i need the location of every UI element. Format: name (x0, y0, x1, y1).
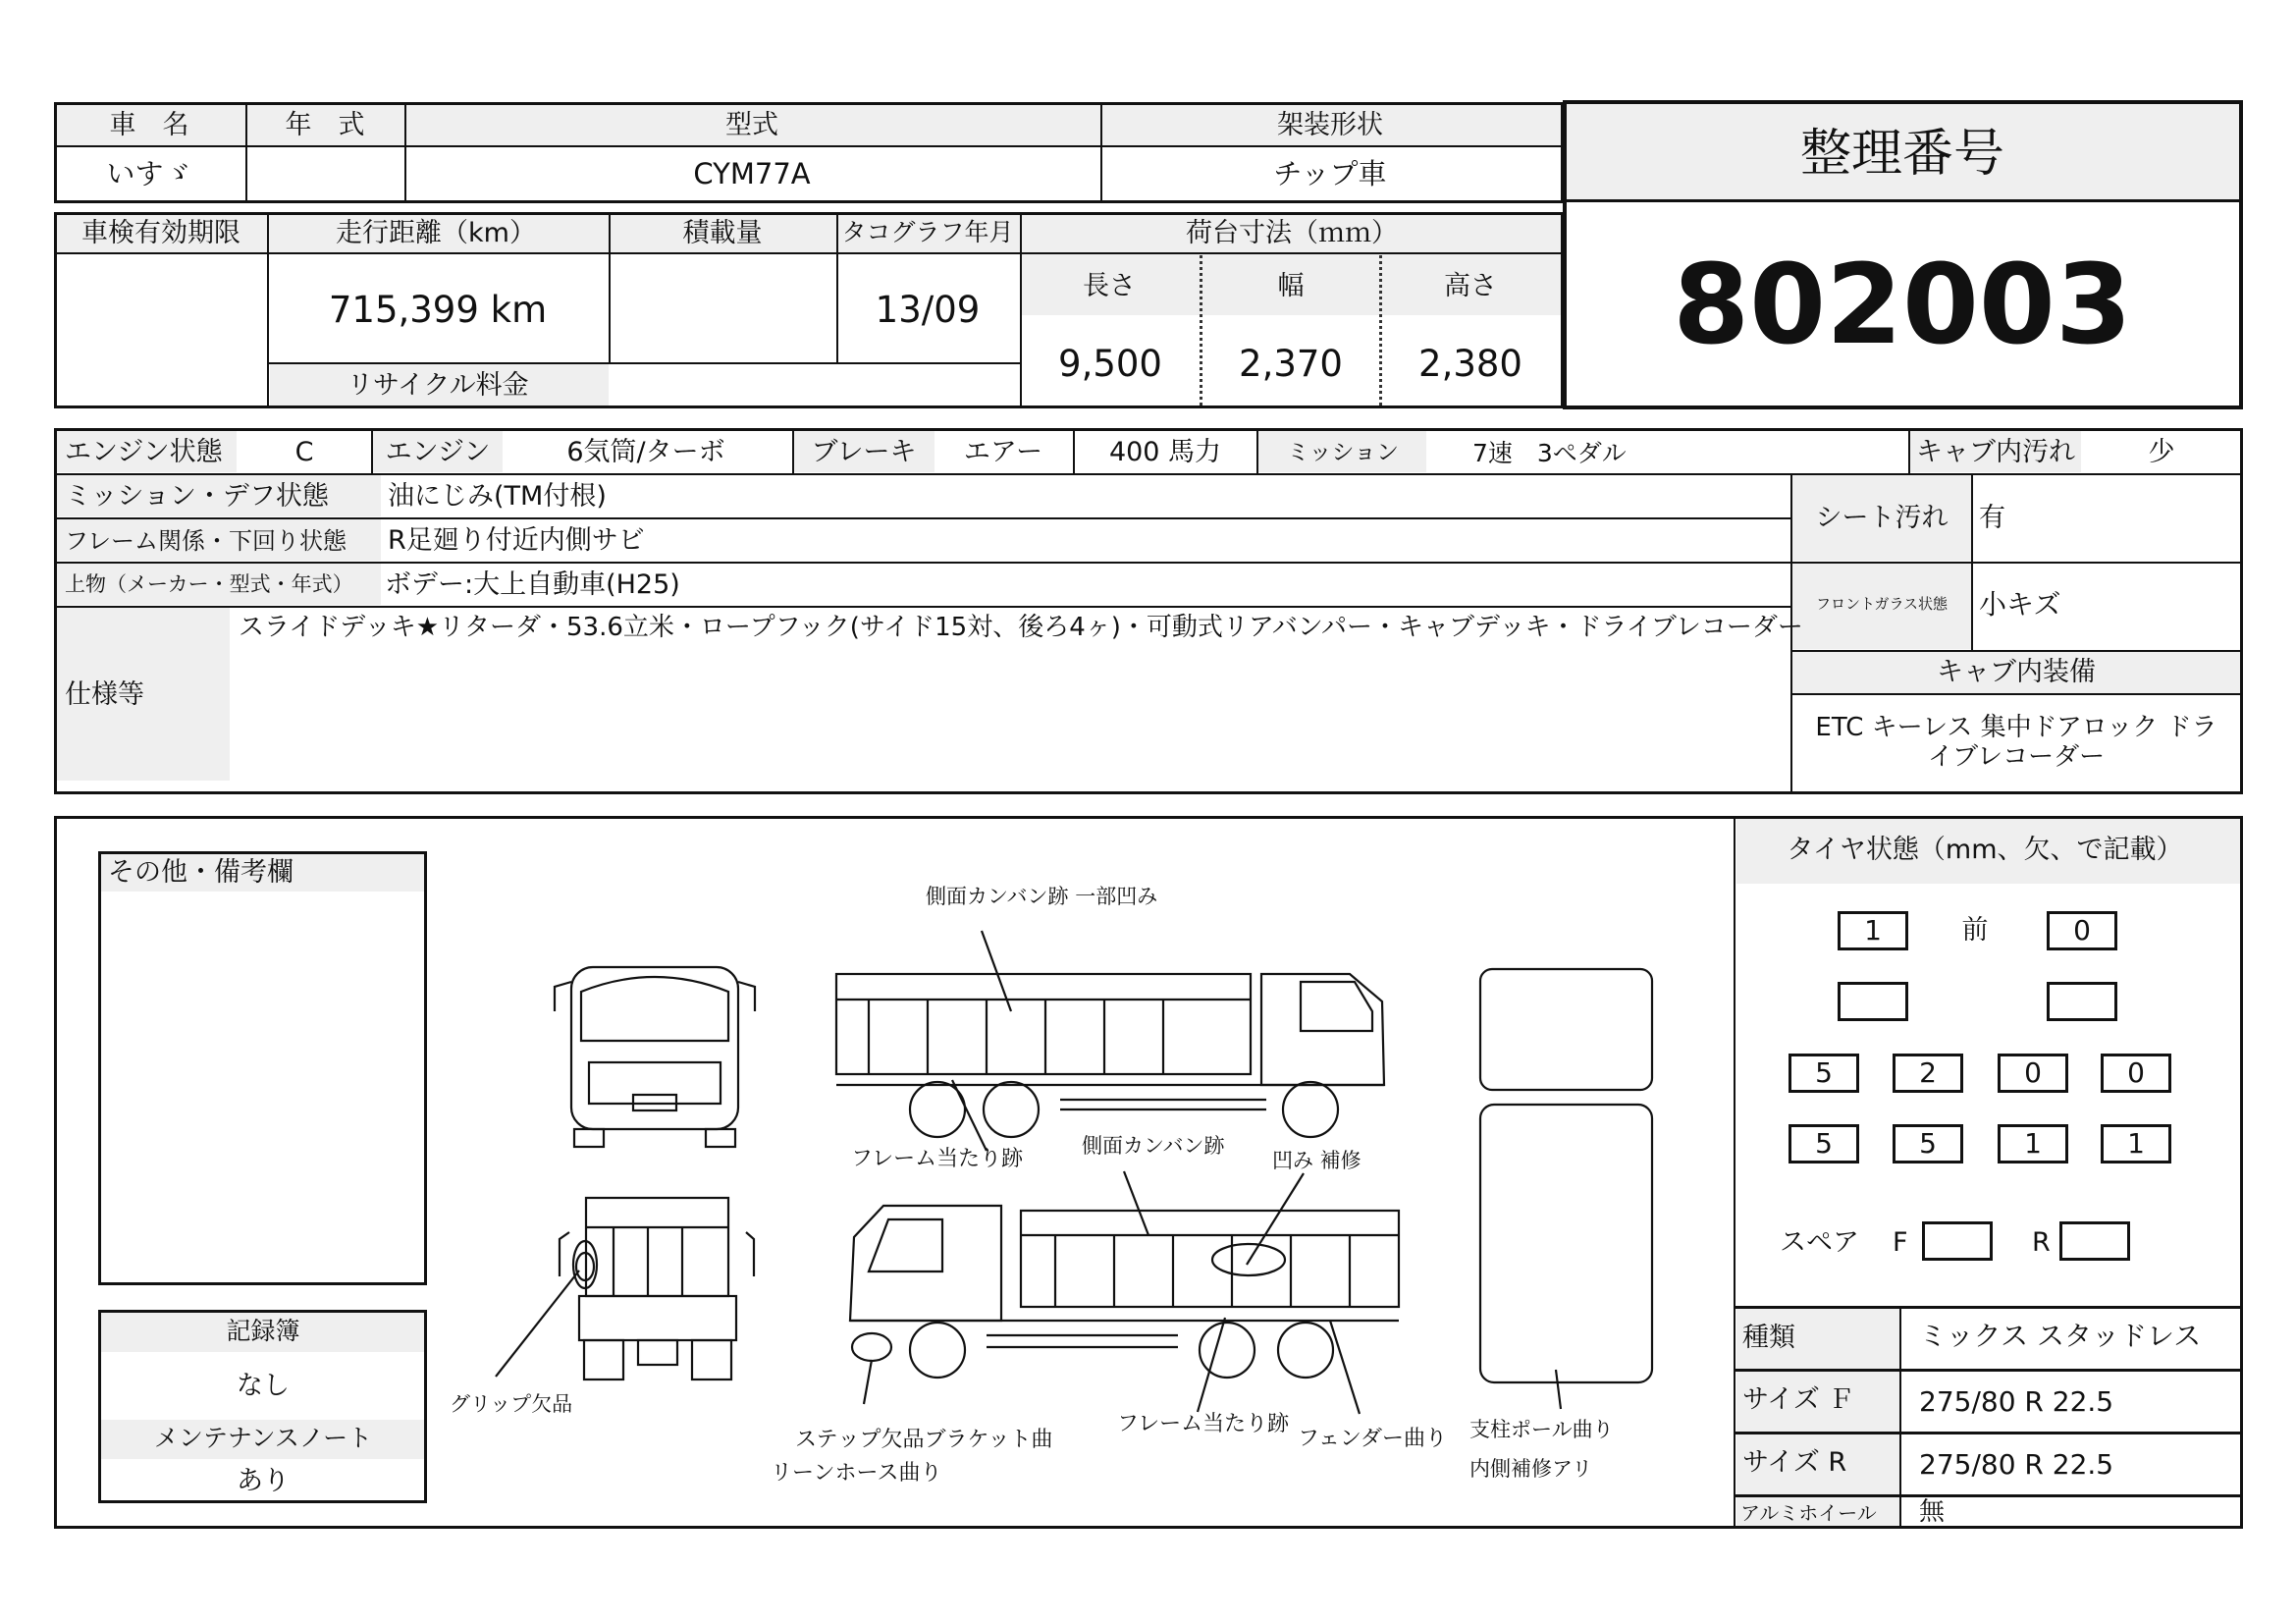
year-label: 年 式 (285, 110, 365, 140)
spare-r-label: R (2032, 1227, 2051, 1258)
tire-size-r-value: 275/80 R 22.5 (1919, 1448, 2114, 1481)
frame-value: R足廻り付近内側サビ (388, 525, 645, 556)
tire-front2-left (1838, 982, 1908, 1021)
tire-front-left: 1 (1838, 911, 1908, 950)
annotation-hose-bent: リーンホース曲り (771, 1461, 942, 1486)
seat-dirt-value: 有 (1979, 503, 2005, 533)
power-value: 400 馬力 (1108, 437, 1222, 467)
model-label: 型式 (725, 110, 778, 140)
cab-dirt-value: 少 (2148, 437, 2175, 467)
frame-label: フレーム関係・下回り状態 (65, 527, 347, 555)
spare-label: スペア (1780, 1227, 1859, 1258)
model-value: CYM77A (693, 157, 811, 190)
annotation-side-sign: 側面カンバン跡 (1082, 1134, 1225, 1158)
annotation-inner-repair: 内側補修アリ (1469, 1457, 1593, 1481)
spare-r-box (2059, 1221, 2130, 1261)
tire-rear1-1: 5 (1789, 1054, 1859, 1093)
engine-label: エンジン (385, 437, 491, 467)
ref-number: 802003 (1673, 242, 2132, 369)
tire-front-label: 前 (1961, 915, 1989, 946)
remarks-label: その他・備考欄 (108, 857, 294, 888)
width-value: 2,370 (1239, 343, 1343, 385)
tire-size-f-value: 275/80 R 22.5 (1919, 1385, 2114, 1418)
height-value: 2,380 (1418, 343, 1522, 385)
truck-side-view-left-icon (850, 1206, 1399, 1378)
spec-value: スライドデッキ★リターダ・53.6立米・ロープフック(サイド15対、後ろ4ヶ)・可動式リアバンパー・キャブデッキ・ドライブレコーダー (239, 613, 1803, 642)
tire-rear1-4: 0 (2101, 1054, 2171, 1093)
cab-dirt-label: キャブ内汚れ (1916, 437, 2075, 467)
annotation-callout-lines (496, 931, 1561, 1414)
cab-equip-line1: ETC キーレス 集中ドアロック ドラ (1815, 713, 2217, 742)
alu-wheel-value: 無 (1919, 1497, 1946, 1527)
engine-value: 6気筒/ターボ (566, 437, 725, 467)
recycle-label: リサイクル料金 (347, 370, 529, 401)
body-type-label: 架装形状 (1277, 110, 1383, 140)
tire-type-value: ミックス スタッドレス (1919, 1320, 2202, 1352)
tacho-value: 13/09 (875, 289, 981, 331)
body-value: ボデー:大上自動車(H25) (385, 569, 680, 600)
annotation-frame-mark-1: フレーム当たり跡 (851, 1147, 1024, 1171)
annotation-step-missing: ステップ欠品ブラケット曲 (795, 1428, 1053, 1452)
annotation-dent-repair: 凹み 補修 (1272, 1149, 1362, 1172)
maint-value: あり (237, 1466, 290, 1496)
diff-label: ミッション・デフ状態 (65, 481, 329, 512)
tire-rear2-1: 5 (1789, 1124, 1859, 1163)
inspection-label: 車検有効期限 (81, 218, 240, 248)
tire-rear2-3: 1 (1998, 1124, 2068, 1163)
brake-value: エアー (963, 437, 1043, 467)
truck-rear-view-icon (560, 1198, 754, 1380)
record-label: 記録簿 (226, 1317, 300, 1345)
tire-size-f-label: サイズ Ｆ (1742, 1384, 1855, 1415)
mission-value: 7速 3ペダル (1472, 439, 1627, 467)
tire-rear2-4: 1 (2101, 1124, 2171, 1163)
bed-size-label: 荷台寸法（ｍｍ） (1186, 218, 1398, 248)
annotation-side-sign-dent: 側面カンバン跡 一部凹み (926, 885, 1158, 908)
body-type-value: チップ車 (1273, 157, 1387, 190)
maint-label: メンテナンスノート (153, 1424, 373, 1452)
tire-front-right: 0 (2047, 911, 2117, 950)
height-label: 高さ (1444, 271, 1497, 301)
tire-title: タイヤ状態（mm、欠、で記載） (1787, 835, 2183, 865)
length-label: 長さ (1083, 271, 1136, 301)
mission-label: ミッション (1286, 440, 1400, 465)
length-value: 9,500 (1058, 343, 1162, 385)
width-label: 幅 (1277, 271, 1305, 301)
annotation-pole-bent: 支柱ポール曲り (1469, 1418, 1614, 1441)
car-name-value: いすゞ (106, 157, 192, 190)
diff-value: 油にじみ(TM付根) (388, 481, 607, 512)
windshield-value: 小キズ (1979, 588, 2061, 621)
mileage-value: 715,399 km (328, 289, 548, 331)
engine-state-label: エンジン状態 (65, 437, 223, 467)
truck-side-view-right-icon (836, 974, 1384, 1137)
annotation-fender-bent: フェンダー曲り (1298, 1427, 1448, 1451)
tire-rear2-2: 5 (1893, 1124, 1963, 1163)
alu-wheel-label: アルミホイール (1740, 1501, 1877, 1525)
spare-f-label: F (1893, 1227, 1908, 1258)
tire-rear1-3: 0 (1998, 1054, 2068, 1093)
tire-front2-right (2047, 982, 2117, 1021)
tacho-label: タコグラフ年月 (841, 218, 1014, 246)
spare-f-box (1922, 1221, 1993, 1261)
seat-dirt-label: シート汚れ (1815, 503, 1949, 533)
tire-rear1-2: 2 (1893, 1054, 1963, 1093)
tire-type-label: 種類 (1742, 1323, 1795, 1353)
truck-front-view-icon (555, 967, 755, 1147)
record-value: なし (237, 1371, 290, 1401)
tire-size-r-label: サイズ R (1742, 1447, 1847, 1478)
spec-label: 仕様等 (65, 679, 144, 710)
cab-equip-line2: イブレコーダー (1927, 742, 2106, 772)
body-label: 上物（メーカー・型式・年式） (65, 572, 353, 596)
mileage-label: 走行距離（km） (336, 218, 536, 248)
cab-equip-label: キャブ内装備 (1937, 657, 2096, 687)
engine-state-value: C (294, 437, 314, 467)
brake-label: ブレーキ (811, 437, 917, 467)
capacity-label: 積載量 (682, 218, 763, 248)
car-name-label: 車 名 (109, 110, 189, 140)
windshield-label: フロントガラス状態 (1815, 595, 1949, 613)
truck-top-view-icon (1480, 969, 1652, 1382)
ref-label: 整理番号 (1799, 125, 2005, 184)
annotation-grip-missing: グリップ欠品 (450, 1392, 573, 1416)
annotation-frame-mark-2: フレーム当たり跡 (1117, 1412, 1290, 1436)
